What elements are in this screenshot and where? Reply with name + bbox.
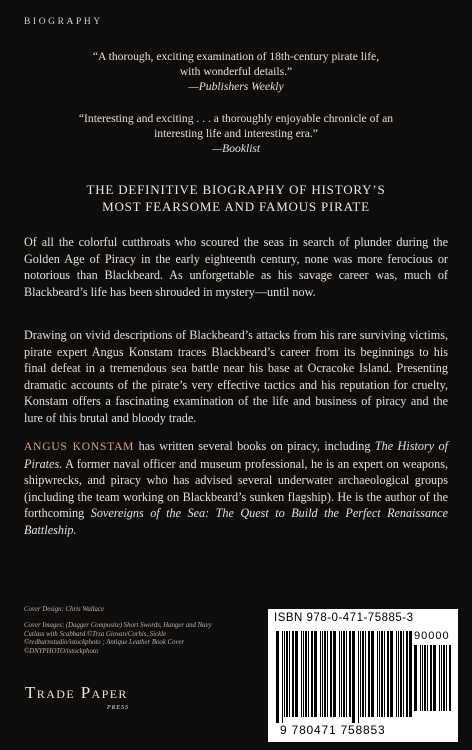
author-bio — [24, 438, 448, 539]
price-barcode-bars — [414, 645, 454, 717]
cover-design-credit: Cover Design: Chris Wallace — [24, 606, 104, 613]
headline — [24, 181, 448, 215]
quote-2-source: —Booklist — [211, 142, 261, 155]
author-bio-text-1: has written several books on piracy, including — [134, 439, 375, 453]
author-book-title-2: Sovereigns of the Sea: The Quest to Build the Perfect Renaissance Battleship. — [24, 506, 448, 537]
headline-line-1: THE DEFINITIVE BIOGRAPHY OF HISTORY’S — [86, 182, 386, 197]
barcode-bars — [276, 631, 412, 723]
publisher-logo-main: Trade Paper — [25, 683, 128, 702]
quote-2-line-1: “Interesting and exciting . . . a thoroughly enjoyable chronicle of an — [78, 112, 394, 125]
quote-2-line-2: interesting life and interesting era.” — [154, 127, 318, 140]
price-code: 90000 — [414, 630, 450, 642]
isbn-text: ISBN 978-0-471-75885-3 — [274, 612, 414, 624]
headline-line-2: MOST FEARSOME AND FAMOUS PIRATE — [102, 199, 370, 214]
cover-images-credit: Cover Images: (Dagger Composite) Short Swords, Hanger and Navy Cutlass with Scabbard ©Trza Giovan/Corbis, Sickle ©redbarnstudio/istockphoto ; Antique Leather Book Cover ©DNYPHOTO/istockphoto — [24, 622, 212, 655]
description-paragraph-1: Of all the colorful cutthroats who scoured the seas in search of plunder during the Golden Age of Piracy in the early eighteenth century, none was more ferocious or notorious than Blackbeard. As unforgettable as his savage career was, much of Blackbeard’s life has been shrouded in mystery—until now. — [24, 235, 448, 299]
author-name: ANGUS KONSTAM — [24, 441, 135, 453]
description-paragraph-2: Drawing on vivid descriptions of Blackbeard’s attacks from his rare surviving victims, pirate expert Angus Konstam traces Blackbeard’s career from its beginnings to his final defeat in a tremendous sea battle near his base at Ocracoke Island. Presenting dramatic accounts of the pirate’s very effective tactics and his reputation for cruelty, Konstam offers a fascinating examination of the life and business of piracy and the lure of this brutal and bloody trade. — [24, 328, 448, 425]
category-label: BIOGRAPHY — [24, 17, 103, 27]
review-quote-2 — [40, 111, 432, 156]
quote-1-source: —Publishers Weekly — [188, 80, 284, 93]
review-quote-1 — [40, 49, 432, 94]
publisher-logo-sub: PRESS — [107, 705, 129, 711]
publisher-logo — [25, 683, 129, 711]
barcode — [268, 609, 458, 742]
author-book-title-1: The History of Pirates. — [24, 439, 448, 471]
author-bio-text-2: A former naval officer and museum professional, he is an expert on weapons, shipwrecks, and piracy who has advised several underwater archaeological groups (including the team working on Blackbeard’s sunken flagship). He is the author of the forthcoming — [24, 456, 448, 521]
barcode-digits: 9 780471 758853 — [280, 723, 386, 737]
quote-1-line-1: “A thorough, exciting examination of 18th-century pirate life, — [92, 50, 380, 63]
quote-1-line-2: with wonderful details.” — [179, 65, 293, 78]
